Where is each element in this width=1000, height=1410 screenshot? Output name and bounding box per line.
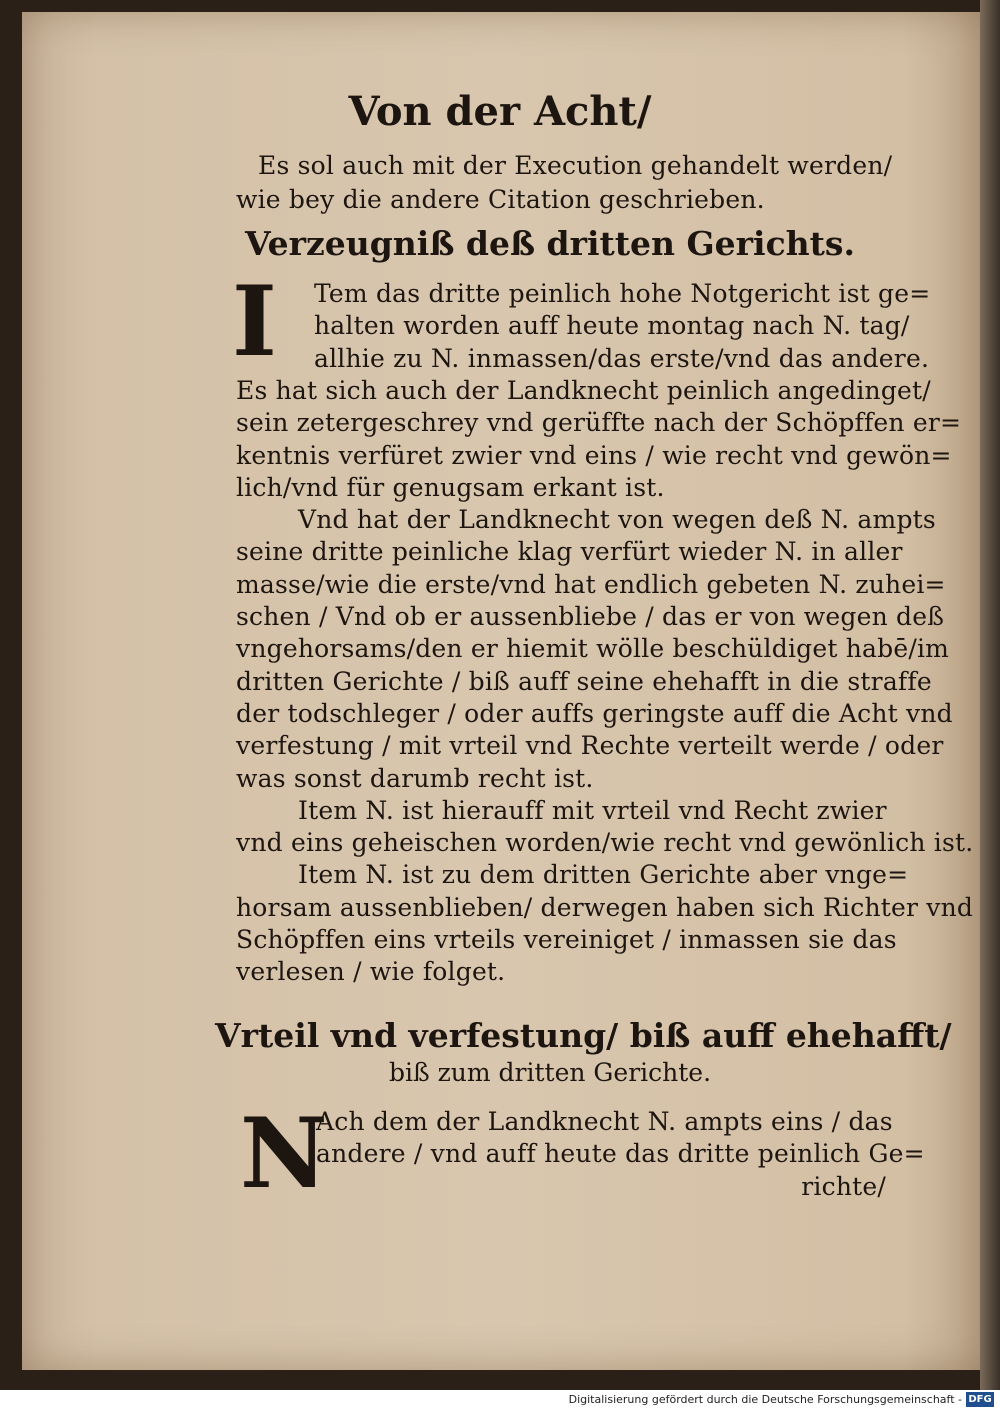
text-line: masse/wie die erste/vnd hat endlich gebeten N. zuhei= <box>236 569 946 599</box>
text-line: allhie zu N. inmassen/das erste/vnd das andere. <box>314 343 930 373</box>
text-line: verfestung / mit vrteil vnd Rechte verteilt werde / oder <box>236 731 944 761</box>
intro-block-2 <box>236 184 886 216</box>
text-line: Ach dem der Landknecht N. ampts eins / das <box>316 1107 893 1136</box>
text-line: schen / Vnd ob er aussenbliebe / das er von wegen deß <box>236 602 945 632</box>
section-title-verzeugnis: Verzeugniß deß dritten Gerichts. <box>245 224 855 263</box>
intro-block <box>258 150 893 182</box>
running-header: Von der Acht/ <box>348 88 652 135</box>
text-line: kentnis verfüret zwier vnd eins / wie recht vnd gewön= <box>236 440 952 470</box>
text-line: vnd eins geheischen worden/wie recht vnd gewönlich ist. <box>236 828 974 858</box>
funding-credit: Digitalisierung gefördert durch die Deutsche Forschungsgemeinschaft - <box>568 1393 962 1406</box>
drop-cap-n: N <box>240 1097 328 1210</box>
intro-line-2: wie bey die andere Citation geschrieben. <box>236 185 765 214</box>
text-line: dritten Gerichte / biß auff seine ehehafft in die straffe <box>236 666 932 696</box>
text-line: Vnd hat der Landknecht von wegen deß N. ampts <box>298 505 936 535</box>
text-line: der todschleger / oder auffs geringste auff die Acht vnd <box>236 698 953 728</box>
text-line: halten worden auff heute montag nach N. tag/ <box>314 311 910 341</box>
text-line: andere / vnd auff heute das dritte peinlich Ge= <box>316 1139 925 1169</box>
text-line: Item N. ist zu dem dritten Gerichte aber vnge= <box>298 860 909 890</box>
text-line: horsam aussenblieben/ derwegen haben sich Richter vnd <box>236 892 974 922</box>
text-line: lich/vnd für genugsam erkant ist. <box>236 472 665 502</box>
text-line: seine dritte peinliche klag verfürt wieder N. in aller <box>236 537 903 567</box>
text-line: sein zetergeschrey vnd gerüffte nach der Schöpffen er= <box>236 408 962 438</box>
intro-line-1: Es sol auch mit der Execution gehandelt werden/ <box>258 151 893 180</box>
text-line: Schöpffen eins vrteils vereiniget / inmassen sie das <box>236 925 897 955</box>
section2-body <box>316 1106 925 1203</box>
section1-indented <box>314 278 931 375</box>
section1-body <box>236 375 974 989</box>
text-line: verlesen / wie folget. <box>236 957 506 987</box>
drop-cap-i: I <box>232 265 277 378</box>
text-line: was sonst darumb recht ist. <box>236 763 594 793</box>
text-line: vngehorsams/den er hiemit wölle beschüldiget habē/im <box>236 634 950 664</box>
page-edge <box>980 0 1000 1390</box>
text-line: Item N. ist hierauff mit vrteil vnd Recht zwier <box>298 795 887 825</box>
catchword: richte/ <box>801 1171 886 1201</box>
text-line: Es hat sich auch der Landknecht peinlich angedinget/ <box>236 376 931 405</box>
footer-bar <box>0 1390 1000 1410</box>
section-subtitle: biß zum dritten Gerichte. <box>388 1058 712 1087</box>
text-line: Tem das dritte peinlich hohe Notgericht ist ge= <box>314 279 931 308</box>
section-title-vrteil: Vrteil vnd verfestung/ biß auff ehehafft/ <box>215 1016 952 1055</box>
dfg-logo: DFG <box>966 1392 994 1407</box>
